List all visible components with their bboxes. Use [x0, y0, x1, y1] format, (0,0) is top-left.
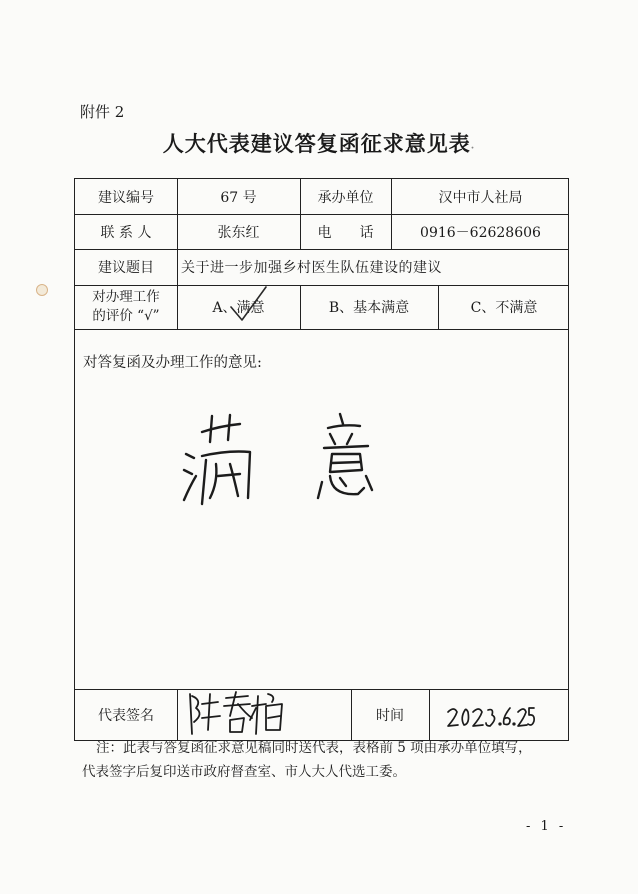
label-phone: 电 话 [317, 224, 374, 241]
label-evaluation [75, 285, 177, 329]
footnote-line-1: 注：此表与答复函征求意见稿同时送代表，表格前 5 项由承办单位填写， [96, 740, 532, 756]
label-contact-person: 联 系 人 [100, 224, 152, 241]
value-proposal-subject: 关于进一步加强乡村医生队伍建设的建议 [181, 260, 442, 276]
value-contact-person: 张东红 [217, 224, 260, 241]
handwritten-check-mark [228, 283, 270, 325]
opinion-label: 对答复函及办理工作的意见: [83, 355, 262, 371]
attachment-label: 附件 2 [80, 103, 125, 121]
option-satisfied[interactable]: A、满意 [212, 300, 265, 316]
column-divider [429, 689, 430, 741]
binding-hole [36, 284, 48, 296]
label-evaluation-line1: 对办理工作 [92, 289, 160, 305]
label-proposal-subject: 建议题目 [98, 260, 154, 276]
value-phone: 0916－62628606 [420, 224, 541, 241]
form-title [0, 128, 638, 158]
option-not-satisfied[interactable]: C、不满意 [470, 300, 538, 316]
page-number: - 1 - [526, 819, 567, 834]
label-time: 时间 [376, 708, 404, 724]
value-proposal-number: 67 号 [220, 189, 257, 206]
title-trailing-mark: · [470, 143, 476, 154]
handwritten-date [446, 704, 536, 730]
handwritten-opinion-manyi [180, 412, 380, 512]
option-basically-satisfied[interactable]: B、基本满意 [328, 300, 410, 316]
handwritten-signature [186, 688, 286, 738]
column-divider [177, 689, 178, 741]
footnote-line-2: 代表签字后复印送市政府督查室、市人大人代选工委。 [82, 764, 406, 780]
label-evaluation-line2: 的评价 “√” [92, 308, 160, 324]
value-handling-unit: 汉中市人社局 [438, 189, 523, 206]
form-title-text: 人大代表建议答复函征求意见表 [162, 131, 471, 156]
label-handling-unit: 承办单位 [317, 189, 374, 206]
label-representative-signature: 代表签名 [98, 708, 154, 724]
row-divider [75, 329, 568, 330]
label-proposal-number: 建议编号 [98, 189, 154, 206]
